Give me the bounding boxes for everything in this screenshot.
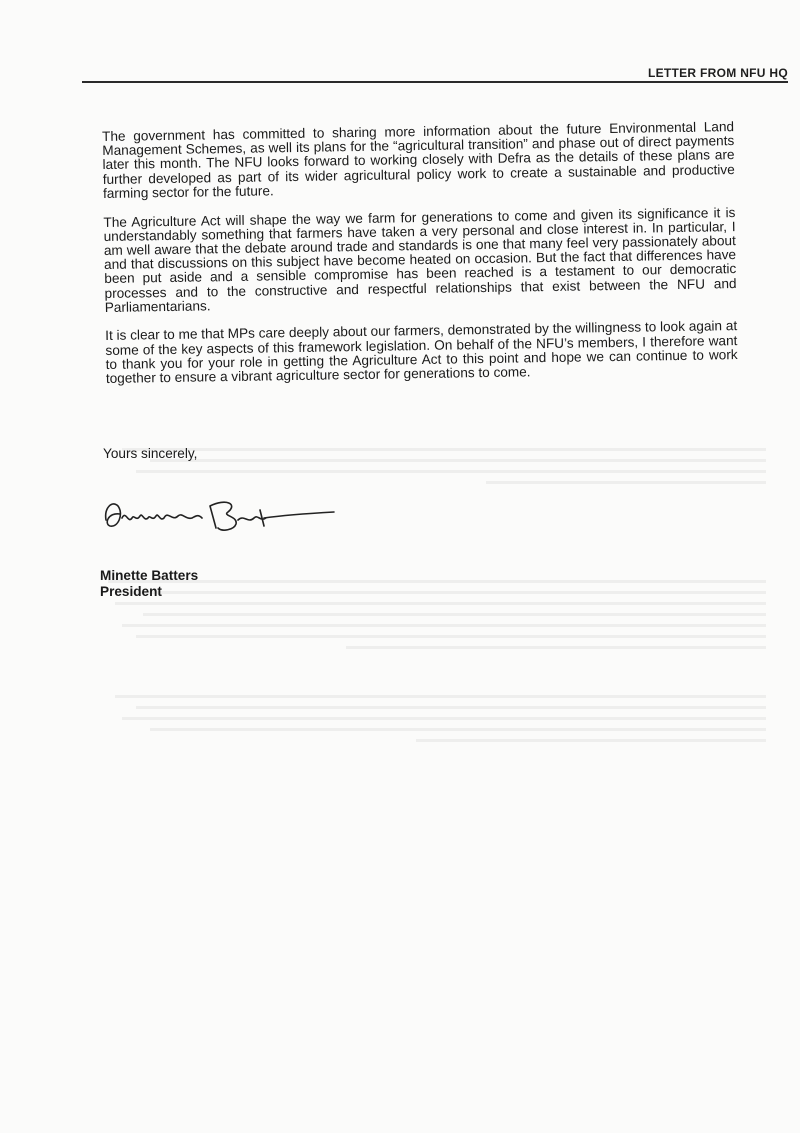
- closing-line: Yours sincerely,: [103, 446, 198, 461]
- paragraph-2: The Agriculture Act will shape the way we farm for generations to come and given its significance it is understandably something that farmers have taken a very personal and close interest in. In particular, I am well aware that the debate around trade and standards is one that many feel very passionately about and that discussions on this subject have become heated on occasion. But the fact that differences have been put aside and a sensible compromise has been reached is a testament to our democratic processes and to the constructive and respectful relationships that exist between the NFU and Parliamentarians.: [103, 204, 737, 315]
- signer-title: President: [100, 584, 162, 599]
- paragraph-3: It is clear to me that MPs care deeply about our farmers, demonstrated by the willingness to look again at some of the key aspects of this framework legislation. On behalf of the NFU’s members, I therefore want to thank you for your role in getting the Agriculture Act to this point and hope we can continue to work together to ensure a vibrant agriculture sector for generations to come.: [105, 318, 738, 387]
- signer-name: Minette Batters: [100, 568, 199, 583]
- header-label: LETTER FROM NFU HQ: [647, 66, 788, 80]
- handwritten-signature: [98, 488, 348, 548]
- header-rule: [82, 81, 788, 83]
- letter-body: [102, 120, 738, 401]
- paragraph-1: The government has committed to sharing more information about the future Environmental Land Management Schemes, as well its plans for the “agricultural transition” and phase out of direct payments later this month. The NFU looks forward to working closely with Defra as the details of these plans are further developed as part of its wider agricultural policy work to create a sustainable and productive farming sector for the future.: [101, 119, 735, 201]
- signer-block: [100, 568, 198, 600]
